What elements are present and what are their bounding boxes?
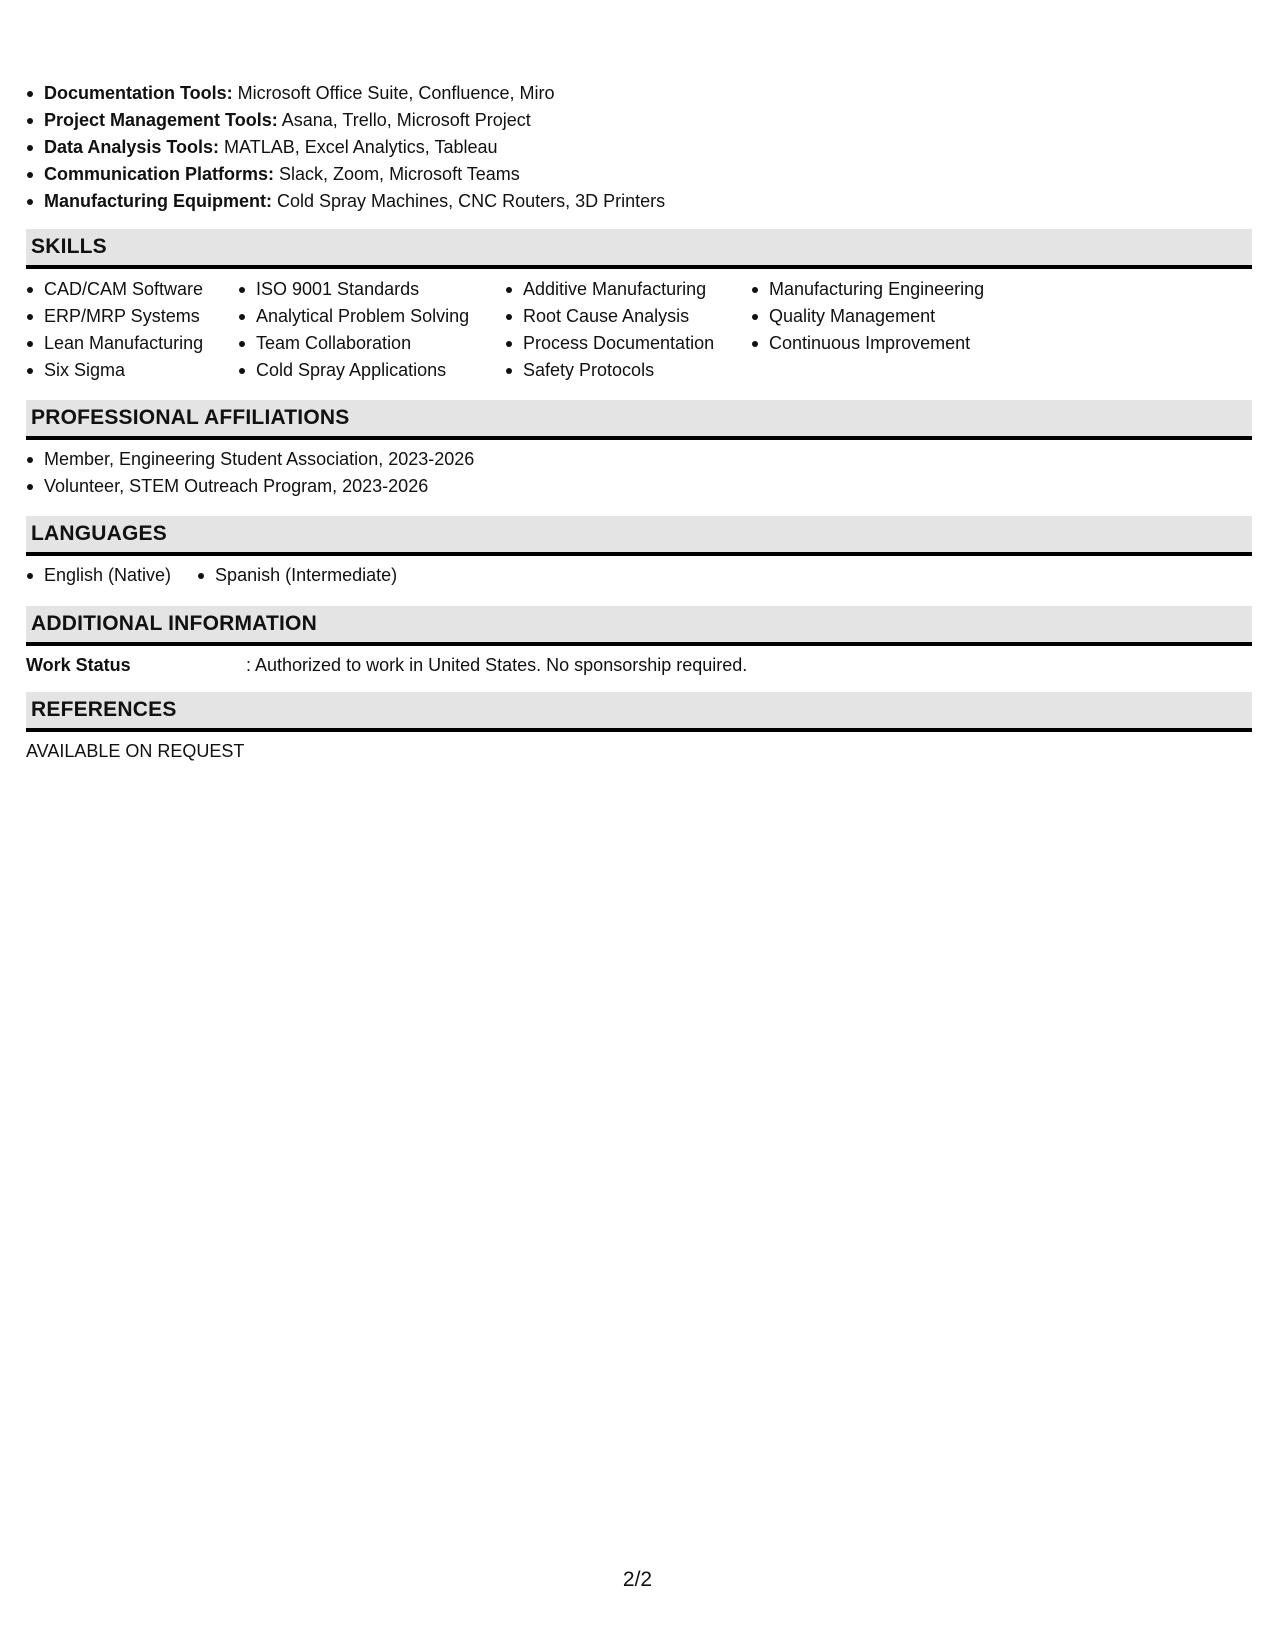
work-status-value: : Authorized to work in United States. No sponsorship required.: [246, 655, 748, 675]
skill-item: Cold Spray Applications: [238, 357, 469, 384]
section-header-additional-information: [26, 606, 1252, 646]
skill-item: Analytical Problem Solving: [238, 303, 469, 330]
tools-item-value: Slack, Zoom, Microsoft Teams: [274, 164, 520, 184]
tools-item-label: Project Management Tools:: [44, 110, 278, 130]
references-text: AVAILABLE ON REQUEST: [26, 741, 245, 761]
skills-column-4: [751, 276, 984, 357]
tools-item-label: Data Analysis Tools:: [44, 137, 220, 157]
skill-item: Quality Management: [751, 303, 984, 330]
skills-column-3: [505, 276, 714, 384]
section-header-languages: [26, 516, 1252, 556]
skill-item: Additive Manufacturing: [505, 276, 714, 303]
tools-list: [26, 80, 665, 215]
skill-item: Lean Manufacturing: [26, 330, 203, 357]
skill-item: ERP/MRP Systems: [26, 303, 203, 330]
skill-item: Process Documentation: [505, 330, 714, 357]
skill-item: Safety Protocols: [505, 357, 714, 384]
section-title: PROFESSIONAL AFFILIATIONS: [31, 406, 350, 429]
skill-item: CAD/CAM Software: [26, 276, 203, 303]
tools-item-value: MATLAB, Excel Analytics, Tableau: [219, 137, 498, 157]
tools-item-project-management: [26, 107, 665, 134]
skills-column-2: [238, 276, 469, 384]
section-title: ADDITIONAL INFORMATION: [31, 612, 317, 635]
page-number: 2/2: [622, 1568, 653, 1591]
tools-item-manufacturing: [26, 188, 665, 215]
section-title: REFERENCES: [31, 698, 177, 721]
section-header-skills: [26, 229, 1252, 269]
skill-item: Team Collaboration: [238, 330, 469, 357]
affiliation-item: Member, Engineering Student Association, 2023-2026: [26, 446, 474, 473]
section-title: LANGUAGES: [31, 522, 167, 545]
skill-item: Manufacturing Engineering: [751, 276, 984, 303]
section-header-affiliations: [26, 400, 1252, 440]
tools-item-label: Manufacturing Equipment:: [44, 191, 272, 211]
language-item: Spanish (Intermediate): [197, 562, 397, 589]
tools-item-communication: [26, 161, 665, 188]
work-status-label: Work Status: [26, 655, 131, 675]
tools-item-value: Asana, Trello, Microsoft Project: [277, 110, 531, 130]
tools-item-documentation: [26, 80, 665, 107]
language-item: English (Native): [26, 562, 171, 589]
affiliation-item: Volunteer, STEM Outreach Program, 2023-2026: [26, 473, 474, 500]
skill-item: Root Cause Analysis: [505, 303, 714, 330]
skill-item: Six Sigma: [26, 357, 203, 384]
tools-item-data-analysis: [26, 134, 665, 161]
section-header-references: [26, 692, 1252, 732]
tools-item-label: Communication Platforms:: [44, 164, 275, 184]
affiliations-list: [26, 446, 474, 500]
languages-list: [26, 562, 423, 589]
section-title: SKILLS: [31, 235, 107, 258]
skill-item: ISO 9001 Standards: [238, 276, 469, 303]
tools-item-value: Microsoft Office Suite, Confluence, Miro: [232, 83, 555, 103]
skill-item: Continuous Improvement: [751, 330, 984, 357]
skills-column-1: [26, 276, 203, 384]
tools-item-label: Documentation Tools:: [44, 83, 233, 103]
tools-item-value: Cold Spray Machines, CNC Routers, 3D Printers: [272, 191, 666, 211]
